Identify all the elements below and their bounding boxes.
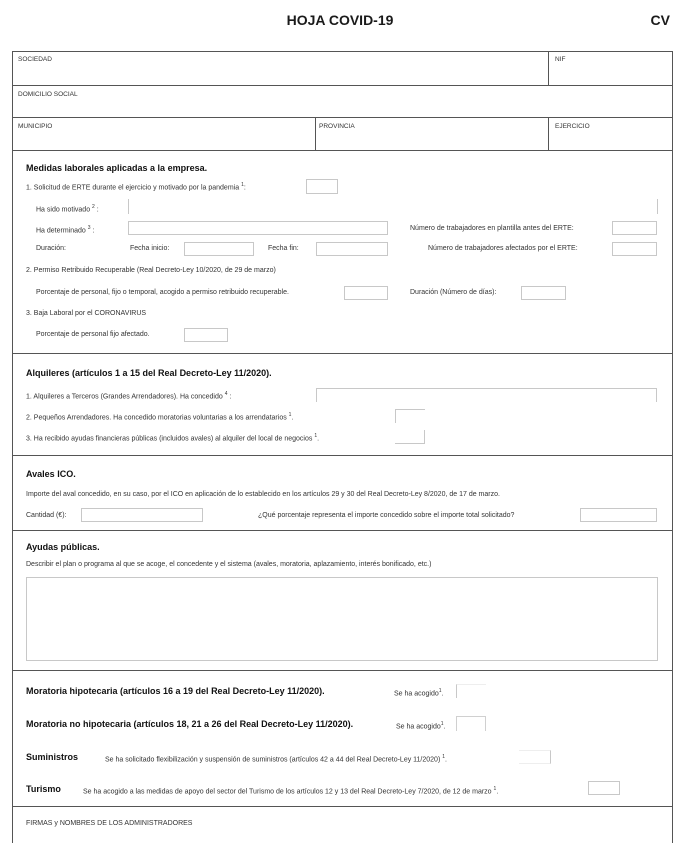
fecha-inicio-label: Fecha inicio:	[130, 245, 170, 252]
fecha-fin-input[interactable]	[316, 242, 388, 256]
duracion-label: Duración:	[36, 245, 66, 252]
municipio-label: MUNICIPIO	[18, 123, 53, 130]
moratoria-no-hipotecaria-title: Moratoria no hipotecaria (artículos 18, 21 a 26 del Real Decreto-Ley 11/2020).	[26, 719, 354, 729]
alquileres-title: Alquileres (artículos 1 a 15 del Real Decreto-Ley 11/2020).	[26, 368, 272, 378]
divider	[548, 117, 549, 151]
divider	[12, 117, 673, 118]
suministros-title: Suministros	[26, 752, 79, 762]
suministros-description: Se ha solicitado flexibilización y suspensión de suministros (artículos 42 a 44 del Real Decreto-Ley 11/2020) $^1$.	[105, 754, 447, 764]
avales-ico-description: Importe del aval concedido, en su caso, por el ICO en aplicación de lo establecido en los artículos 29 y 30 del Real Decreto-Ley 8/2020, de 17 de marzo.	[26, 491, 500, 498]
trabajadores-afectados-input[interactable]	[612, 242, 657, 256]
erte-input[interactable]	[306, 179, 338, 194]
turismo-description: Se ha acogido a las medidas de apoyo del sector del Turismo de los artículos 12 y 13 del Real Decreto-Ley 7/2020, de 12 de marzo $^1$.	[83, 786, 499, 796]
turismo-input[interactable]	[588, 781, 620, 795]
moratoria-no-hipotecaria-acogido: Se ha acogido$^1$.	[396, 721, 446, 731]
trabajadores-afectados-label: Número de trabajadores afectados por el ERTE:	[428, 245, 578, 252]
form-code: CV	[650, 12, 670, 28]
firmas-label: FIRMAS y NOMBRES DE LOS ADMINISTRADORES	[26, 820, 193, 827]
domicilio-label: DOMICILIO SOCIAL	[18, 91, 78, 98]
municipio-field[interactable]	[13, 119, 314, 150]
nif-label: NIF	[555, 56, 566, 63]
medidas-laborales-title: Medidas laborales aplicadas a la empresa.	[26, 163, 208, 173]
cantidad-input[interactable]	[81, 508, 203, 522]
porcentaje-fijo-input[interactable]	[184, 328, 228, 342]
section-divider	[12, 530, 673, 531]
motivado-label: Ha sido motivado $^2$ :	[36, 204, 99, 214]
ejercicio-field[interactable]	[550, 119, 672, 150]
firmas-area[interactable]	[14, 832, 671, 843]
divider	[548, 51, 549, 85]
nif-field[interactable]	[550, 52, 672, 85]
porcentaje-permiso-label: Porcentaje de personal, fijo o temporal, acogido a permiso retribuido recuperable.	[36, 289, 289, 296]
baja-laboral-question: 3. Baja Laboral por el CORONAVIRUS	[26, 310, 147, 317]
section-divider	[12, 455, 673, 456]
moratoria-hipotecaria-title: Moratoria hipotecaria (artículos 16 a 19 del Real Decreto-Ley 11/2020).	[26, 686, 325, 696]
fecha-fin-label: Fecha fin:	[268, 245, 299, 252]
permiso-retribuido-question: 2. Permiso Retribuido Recuperable (Real Decreto-Ley 10/2020, de 29 de marzo)	[26, 267, 276, 274]
motivado-input[interactable]	[128, 199, 658, 214]
porcentaje-fijo-label: Porcentaje de personal fijo afectado.	[36, 331, 150, 338]
ayudas-alquiler-question: 3. Ha recibido ayudas financieras públicas (incluidos avales) al alquiler del local de negocios $^1$.	[26, 433, 320, 443]
ayudas-publicas-title: Ayudas públicas.	[26, 542, 100, 552]
sociedad-field[interactable]	[13, 52, 547, 85]
moratoria-hipotecaria-input[interactable]	[456, 684, 486, 698]
determinado-input[interactable]	[128, 221, 388, 235]
moratoria-no-hipotecaria-input[interactable]	[456, 716, 486, 731]
erte-question: 1. Solicitud de ERTE durante el ejercicio y motivado por la pandemia $^1$:	[26, 182, 246, 192]
pequenos-arrendadores-input[interactable]	[395, 409, 425, 423]
ayudas-publicas-textarea[interactable]	[26, 577, 658, 661]
section-divider	[12, 806, 673, 807]
page-title: HOJA COVID-19	[286, 12, 394, 28]
section-divider	[12, 670, 673, 671]
moratoria-hipotecaria-acogido: Se ha acogido$^1$.	[394, 688, 444, 698]
avales-ico-title: Avales ICO.	[26, 469, 76, 479]
determinado-label: Ha determinado $^3$ :	[36, 225, 95, 235]
provincia-field[interactable]	[317, 119, 547, 150]
fecha-inicio-input[interactable]	[184, 242, 254, 256]
porcentaje-ico-label: ¿Qué porcentaje representa el importe concedido sobre el importe total solicitado?	[258, 512, 515, 519]
trabajadores-antes-input[interactable]	[612, 221, 657, 235]
porcentaje-permiso-input[interactable]	[344, 286, 388, 300]
divider	[12, 85, 673, 86]
ejercicio-label: EJERCICIO	[555, 123, 590, 130]
turismo-title: Turismo	[26, 784, 61, 794]
duracion-dias-input[interactable]	[521, 286, 566, 300]
cantidad-label: Cantidad (€):	[26, 512, 67, 519]
alquileres-terceros-input[interactable]	[316, 388, 657, 402]
sociedad-label: SOCIEDAD	[18, 56, 52, 63]
pequenos-arrendadores-question: 2. Pequeños Arrendadores. Ha concedido moratorias voluntarias a los arrendatarios $^1$.	[26, 412, 294, 422]
divider	[315, 117, 316, 151]
ayudas-publicas-description: Describir el plan o programa al que se acoge, el concedente y el sistema (avales, moratoria, aplazamiento, interés bonificado, etc.)	[26, 561, 432, 568]
alquileres-terceros-question: 1. Alquileres a Terceros (Grandes Arrendadores). Ha concedido $^4$ :	[26, 391, 232, 401]
suministros-input[interactable]	[519, 750, 551, 764]
ayudas-alquiler-input[interactable]	[395, 430, 425, 444]
porcentaje-ico-input[interactable]	[580, 508, 657, 522]
trabajadores-antes-label: Número de trabajadores en plantilla antes del ERTE:	[410, 225, 574, 232]
domicilio-field[interactable]	[13, 87, 672, 117]
duracion-dias-label: Duración (Número de días):	[410, 289, 497, 296]
section-divider	[12, 353, 673, 354]
provincia-label: PROVINCIA	[319, 123, 355, 130]
